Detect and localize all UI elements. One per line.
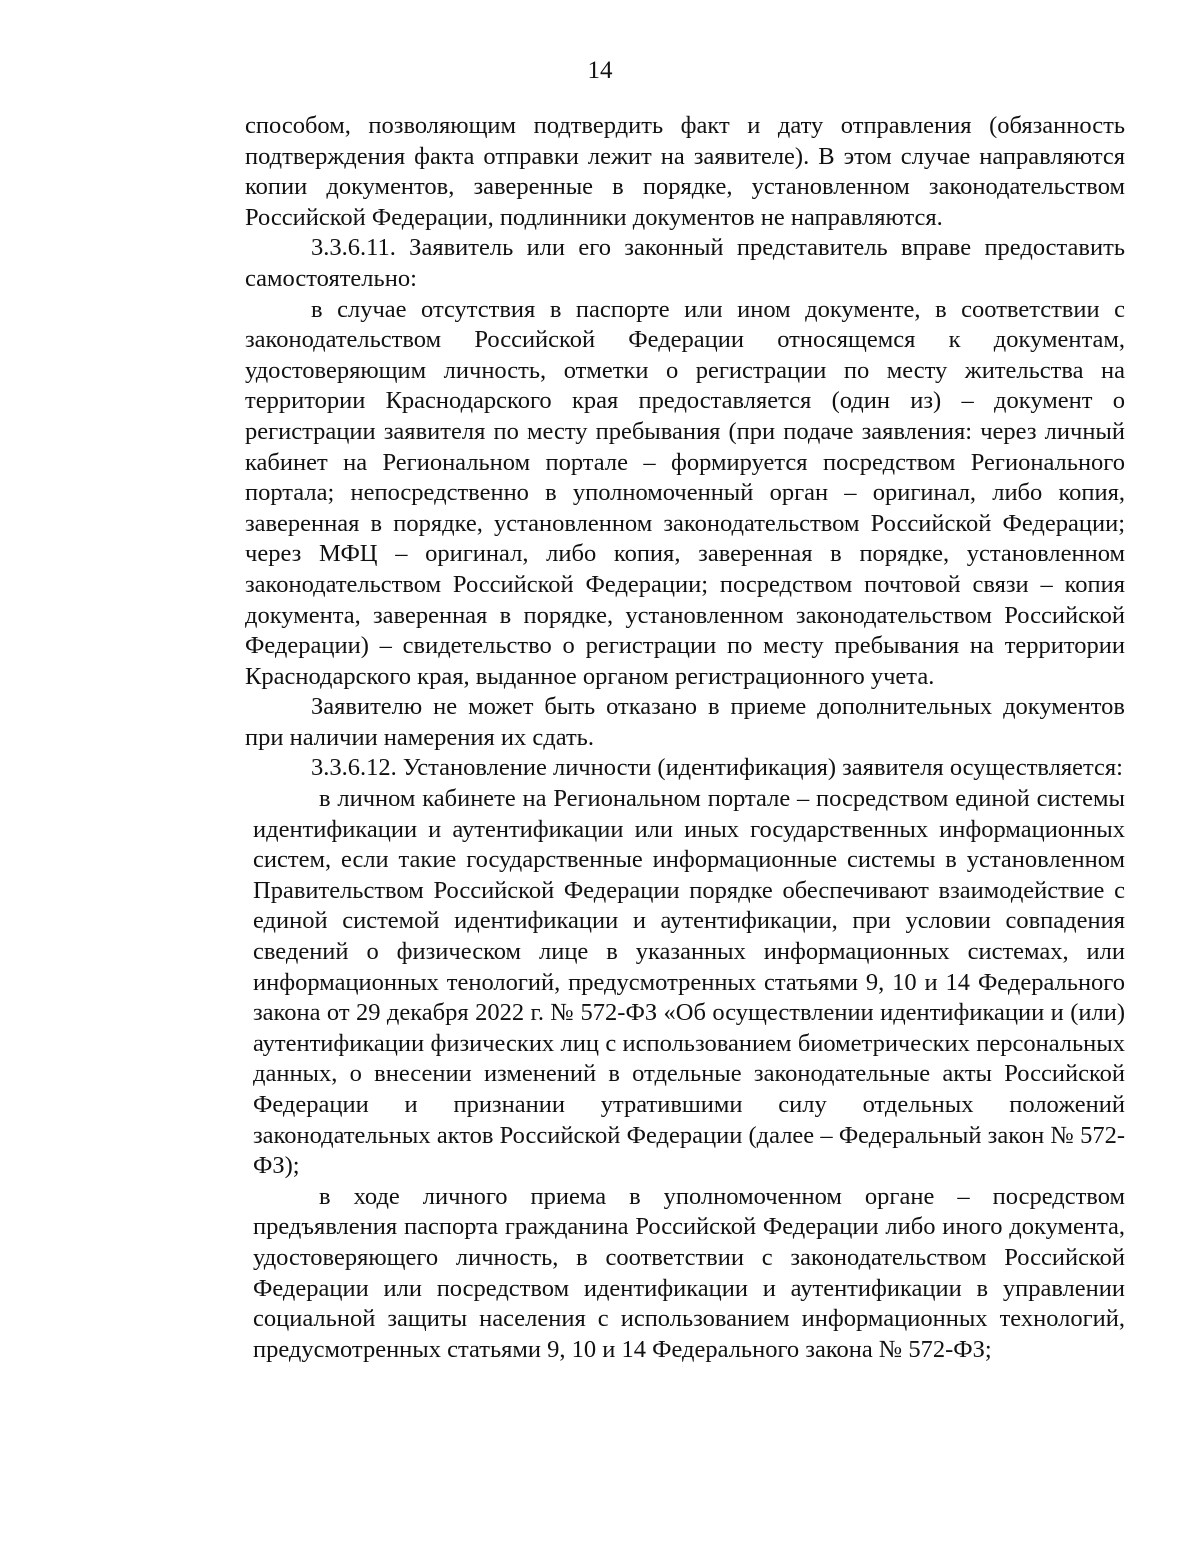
page-number: 14 bbox=[587, 57, 613, 84]
paragraph-continuation: способом, позволяющим подтвердить факт и дату отправления (обязанность подтверждения факта отправки лежит на заявителе). В этом случае направляются копии документов, заверенные в порядке, установленном законодательством Российской Федерации, подлинники документов не направляются. bbox=[245, 112, 1125, 231]
clause-3-3-6-12: 3.3.6.12. Установление личности (идентификация) заявителя осуществляется: bbox=[311, 754, 1123, 782]
paragraph-registration-document: в случае отсутствия в паспорте или ином документе, в соответствии с законодательством Российской Федерации относящемся к документам, удостоверяющим личность, отметки о регистрации по месту жительства на территории Краснодарского края предоставляется (один из) – документ о регистрации заявителя по месту пребывания (при подаче заявления: через личный кабинет на Региональном портале – формируется посредством Регионального портала; непосредственно в уполномоченный орган – оригинал, либо копия, заверенная в порядке, установленном законодательством Российской Федерации; через МФЦ – оригинал, либо копия, заверенная в порядке, установленном законодательством Российской Федерации; посредством почтовой связи – копия документа, заверенная в порядке, установленном законодательством Российской Федерации) – свидетельство о регистрации по месту пребывания на территории Краснодарского края, выданное органом регистрационного учета. bbox=[245, 295, 1125, 690]
paragraph-personal-reception-identification: в ходе личного приема в уполномоченном органе – посредством предъявления паспорта гражданина Российской Федерации либо иного документа, удостоверяющего личность, в соответствии с законодательством Российской Федерации или посредством идентификации и аутентификации в управлении социальной защиты населения с использованием информационных технологий, предусмотренных статьями 9, 10 и 14 Федерального закона № 572-ФЗ; bbox=[253, 1182, 1125, 1363]
paragraph-personal-account-identification: в личном кабинете на Региональном портале – посредством единой системы идентификации и аутентификации или иных государственных информационных систем, если такие государственные информационные системы в установленном Правительством Российской Федерации порядке обеспечивают взаимодействие с единой системой идентификации и аутентификации, при условии совпадения сведений о физическом лице в указанных информационных системах, или информационных тенологий, предусмотренных статьями 9, 10 и 14 Федерального закона от 29 декабря 2022 г. № 572-ФЗ «Об осуществлении идентификации и (или) аутентификации физических лиц с использованием биометрических персональных данных, о внесении изменений в отдельные законодательные акты Российской Федерации и признании утратившими силу отдельных положений законодательных актов Российской Федерации (далее – Федеральный закон № 572-ФЗ); bbox=[253, 785, 1125, 1180]
paragraph-no-refusal: Заявителю не может быть отказано в приеме дополнительных документов при наличии намерения их сдать. bbox=[245, 693, 1125, 751]
clause-3-3-6-11: 3.3.6.11. Заявитель или его законный представитель вправе предоставить самостоятельно: bbox=[245, 234, 1125, 292]
document-body bbox=[245, 111, 1125, 1365]
